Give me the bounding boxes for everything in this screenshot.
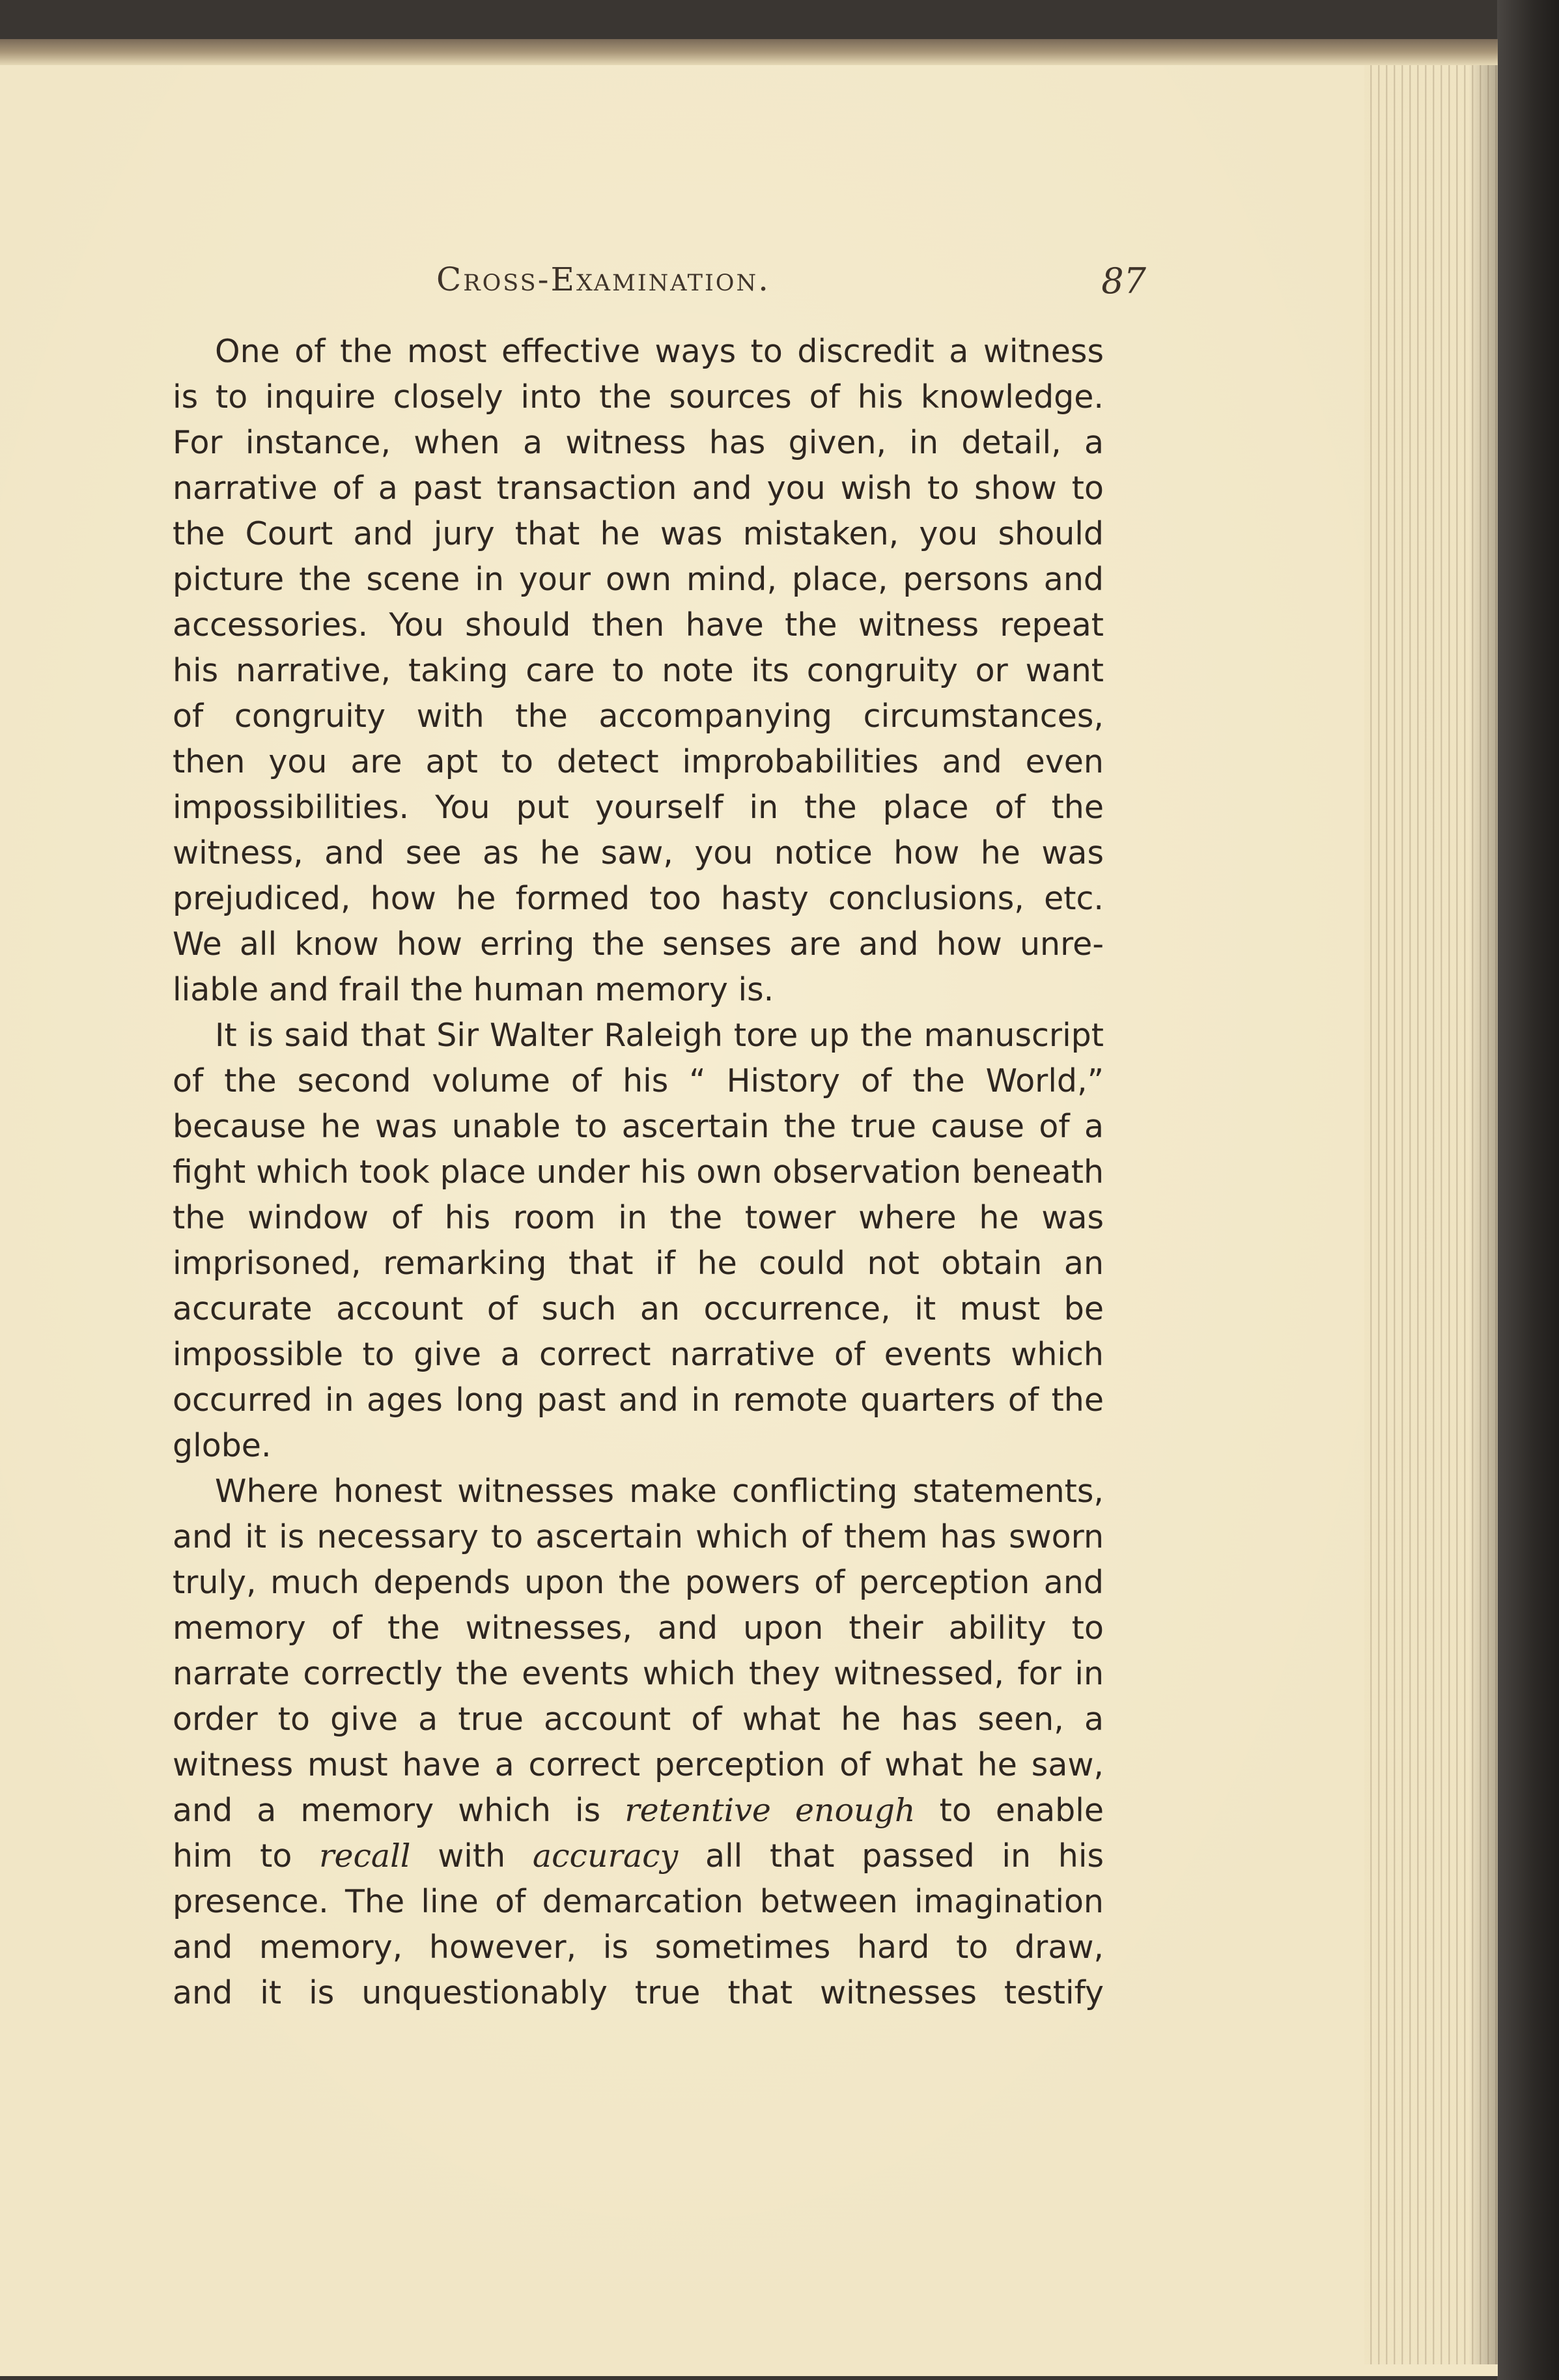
- text-line: fight which took place under his own observation beneath: [173, 1154, 1104, 1191]
- text-line: liable and frail the human memory is.: [173, 971, 774, 1008]
- text-line: of the second volume of his “ History of the World,”: [173, 1062, 1104, 1099]
- text-line: impossibilities. You put yourself in the place of the: [173, 789, 1104, 826]
- paragraph-1: [173, 329, 1104, 1013]
- text-line: because he was unable to ascertain the true cause of a: [173, 1108, 1104, 1145]
- text-line: order to give a true account of what he has seen, a: [173, 1701, 1104, 1738]
- text-line: picture the scene in your own mind, place, persons and: [173, 561, 1104, 598]
- text-line: the Court and jury that he was mistaken, you should: [173, 515, 1104, 552]
- text-line: presence. The line of demarcation between imagination: [173, 1883, 1104, 1920]
- text-line: One of the most effective ways to discredit a witness: [215, 333, 1104, 370]
- spine-shadow: [1468, 65, 1498, 2364]
- text-span: to enable: [915, 1792, 1104, 1829]
- text-line: For instance, when a witness has given, in detail, a: [173, 424, 1104, 461]
- paragraph-2: [173, 1013, 1104, 1469]
- book-binding: [1497, 0, 1559, 2380]
- text-line: truly, much depends upon the powers of perception and: [173, 1564, 1104, 1601]
- text-line: is to inquire closely into the sources of his knowledge.: [173, 378, 1104, 416]
- text-span: and a memory which is: [173, 1792, 625, 1829]
- text-line: witness must have a correct perception of what he saw,: [173, 1746, 1104, 1783]
- text-line: of congruity with the accompanying circumstances,: [173, 698, 1104, 735]
- text-line: prejudiced, how he formed too hasty conclusions, etc.: [173, 880, 1104, 917]
- text-line: globe.: [173, 1427, 272, 1464]
- body-text: [173, 329, 1104, 2016]
- text-line: Where honest witnesses make conflicting statements,: [215, 1473, 1104, 1510]
- text-line: and it is necessary to ascertain which of them has sworn: [173, 1518, 1104, 1555]
- text-line: occurred in ages long past and in remote quarters of the: [173, 1381, 1104, 1419]
- text-line: then you are apt to detect improbabilities and even: [173, 743, 1104, 780]
- text-line: imprisoned, remarking that if he could not obtain an: [173, 1245, 1104, 1282]
- text-line: narrate correctly the events which they witnessed, for in: [173, 1655, 1104, 1692]
- paragraph-3: [173, 1469, 1104, 2016]
- text-line: narrative of a past transaction and you wish to show to: [173, 470, 1104, 507]
- text-line: and it is unquestionably true that witnesses testify: [173, 1974, 1104, 2011]
- text-line: the window of his room in the tower where he was: [173, 1199, 1104, 1236]
- text-line: We all know how erring the senses are and how unre-: [173, 926, 1104, 963]
- text-line: impossible to give a correct narrative of events which: [173, 1336, 1104, 1373]
- text-line-italic: [173, 1788, 1104, 1834]
- italic-phrase: recall: [319, 1837, 411, 1875]
- text-line: It is said that Sir Walter Raleigh tore up the manuscript: [215, 1017, 1104, 1054]
- text-line: memory of the witnesses, and upon their ability to: [173, 1609, 1104, 1647]
- running-title: Cross-Examination.: [436, 261, 771, 298]
- page-number: 87: [1101, 261, 1146, 302]
- text-line: and memory, however, is sometimes hard to draw,: [173, 1929, 1104, 1966]
- italic-phrase: retentive enough: [625, 1792, 916, 1829]
- text-line-italic: [173, 1834, 1104, 1879]
- page-top-edge: [0, 39, 1498, 65]
- text-line: witness, and see as he saw, you notice how he was: [173, 834, 1104, 871]
- text-line: accurate account of such an occurrence, it must be: [173, 1290, 1104, 1327]
- text-span: him to: [173, 1837, 320, 1875]
- running-head: [436, 261, 1146, 306]
- italic-phrase: accuracy: [532, 1837, 679, 1875]
- text-line: his narrative, taking care to note its congruity or want: [173, 652, 1104, 689]
- text-line: accessories. You should then have the witness repeat: [173, 606, 1104, 644]
- text-span: all that passed in his: [678, 1837, 1104, 1875]
- text-span: with: [410, 1837, 533, 1875]
